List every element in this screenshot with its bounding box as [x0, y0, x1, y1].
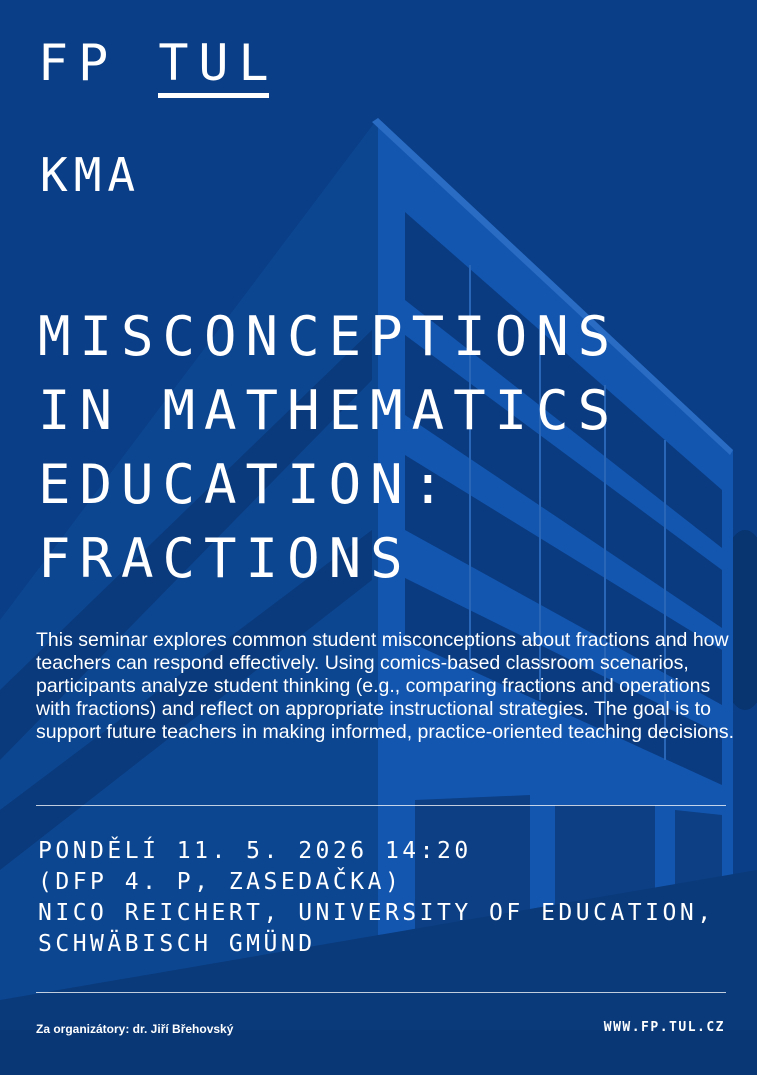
department: KMA: [40, 148, 142, 202]
details-line: (DFP 4. P, ZASEDAČKA): [38, 869, 403, 895]
brand-fp: FP: [38, 34, 119, 92]
brand-underline: [158, 93, 268, 98]
seminar-description: This seminar explores common student misconceptions about fractions and how teachers can respond effectively. Using comics-based classroom scenarios, participants analyze student thinking (e.g., comparing fractions and operations with fractions) and reflect on appropriate instructional strategies. The goal is to support future teachers in making informed, practice-oriented teaching decisions.: [36, 629, 735, 743]
details-line: SCHWÄBISCH GMÜND: [38, 931, 316, 957]
event-details: [38, 836, 728, 960]
title-line: MISCONCEPTIONS: [38, 305, 620, 368]
title-line: IN MATHEMATICS: [38, 379, 620, 442]
divider-bottom: [36, 992, 726, 993]
seminar-title: [38, 300, 738, 596]
brand-tul-text: TUL: [158, 34, 279, 92]
brand-logo: [38, 34, 279, 92]
website-link[interactable]: WWW.FP.TUL.CZ: [603, 1020, 725, 1035]
details-line: NICO REICHERT, UNIVERSITY OF EDUCATION,: [38, 900, 715, 926]
details-line: PONDĚLÍ 11. 5. 2026 14:20: [38, 838, 472, 864]
brand-tul: [158, 34, 279, 92]
organizer-note: Za organizátory: dr. Jiří Břehovský: [36, 1022, 234, 1036]
title-line: EDUCATION:: [38, 453, 454, 516]
title-line: FRACTIONS: [38, 527, 412, 590]
divider-top: [36, 805, 726, 806]
